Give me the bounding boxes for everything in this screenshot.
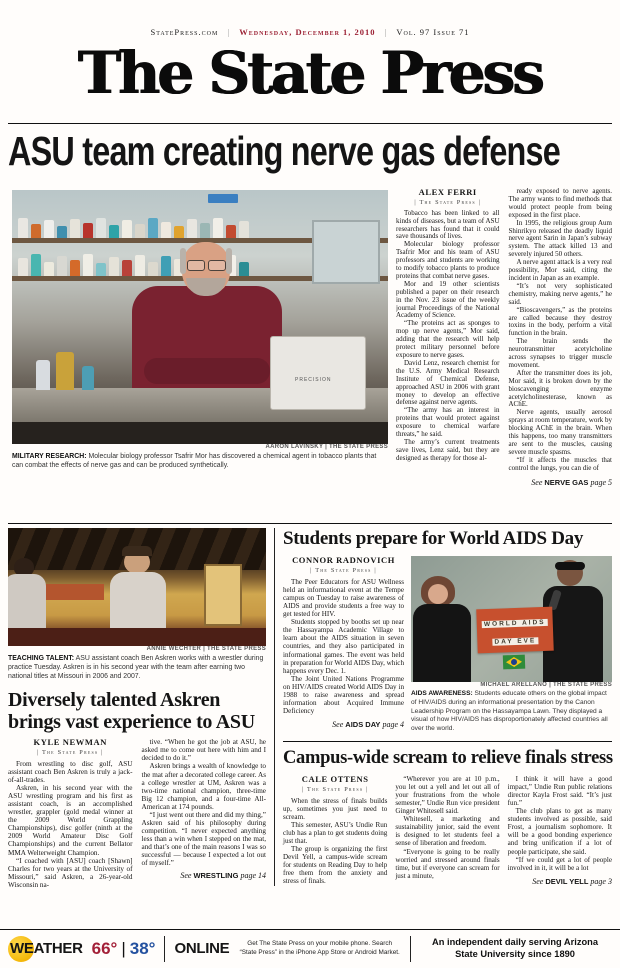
paragraph: Askren, in his second year with the ASU wrestling program and his first as assistant coach, is an accomplished wrestler, grappler (gold medal winner at the 2009 World Grappling Championships), disc golfer (ninth at the 2009 World Amateur Disc Golf Championships) and the current Bellator MMA Welterweight Champion. [8, 784, 133, 857]
author-name: CALE OTTENS [301, 773, 369, 784]
masthead-rule [8, 123, 612, 124]
right-column-sections [274, 528, 612, 886]
paragraph: “It’s not very sophisticated chemistry, making nerve agents,” he said. [508, 281, 612, 306]
online-promo-text[interactable]: Get The State Press on your mobile phone. Search “State Press” in the iPhone App Store or Android Market. [239, 939, 400, 956]
coach-hair [122, 546, 152, 556]
paragraph: The Peer Educators for ASU Wellness held an informational event at the Tempe campus on Tuesday to raise awareness of AIDS and provide students a free way to get tested for HIV. [283, 577, 404, 619]
lead-story-col1 [396, 188, 500, 487]
paragraph: The army’s current treatments save lives, Lenz said, but they are designed as therapy for those al- [396, 437, 500, 462]
student-left-shirt [413, 604, 471, 682]
aids-photo-caption [411, 690, 612, 734]
paragraph: Students stopped by booths set up near the Hassayampa Academic Village to learn about the AIDS situation in seven countries, and they also participated in informational games. The event was held in preparation for World AIDS Day, which happens every Dec. 1. [283, 618, 404, 675]
bench-bottle [36, 360, 50, 390]
volume-issue: Vol. 97 Issue 71 [396, 27, 470, 37]
bench-bottle [82, 366, 94, 390]
paragraph: The group is organizing the first Devil Yell, a campus-wide scream for students on Reading Day to help free them from the anxiety and stress of finals. [283, 845, 388, 886]
scream-headline: Campus-wide scream to relieve finals stress [283, 747, 613, 768]
askren-byline [8, 738, 133, 756]
paragraph: WORLD AIDS [483, 618, 546, 629]
scream-col1 [283, 775, 387, 886]
lead-story-col2 [509, 188, 613, 487]
temperature-readout [92, 939, 156, 959]
story-paragraphs [395, 775, 499, 880]
paragraph: tive. “When he got the job at ASU, he asked me to come out here with him and I decided to do it.” [141, 738, 266, 763]
story-paragraphs [509, 188, 613, 473]
jump-line-wrestling[interactable]: See WRESTLING page 14 [180, 871, 266, 881]
askren-col2 [142, 738, 267, 889]
aids-photo [411, 556, 612, 682]
paragraph: The club plans to get as many students involved as possible, said Frost, a journalism sophomore. It will be a good bonding experience and bring unification if a lot of people participate, she said. [507, 807, 612, 856]
paragraph: From wrestling to disc golf, ASU assistant coach Ben Askren is truly a jack-of-all-trades. [8, 759, 133, 784]
caption-label: TEACHING TALENT: [8, 655, 75, 662]
bench-bottle [56, 352, 74, 390]
lab-photo [12, 190, 388, 444]
paragraph: When the stress of finals builds up, sometimes you just need to scream. [283, 796, 388, 821]
lead-photo-caption [12, 452, 388, 470]
paper-tagline: An independent daily serving Arizona State University since 1890 [432, 936, 599, 959]
footer-bar [0, 929, 620, 967]
paragraph: “The army has an interest in proteins that would protect against exposure to chemical warfare threats,” he said. [396, 406, 500, 439]
machine-label: PRECISION [295, 377, 332, 383]
paragraph: Whitesell, a marketing and sustainability junior, said the event is designed to let students feel a sense of liberation and freedom. [395, 815, 500, 848]
temp-divider: | [121, 938, 126, 958]
caption-text: Students educate others on the global impact of HIV/AIDS during an informational presentation by the Canon Leadership Program on the Hassayampa Lawn. They displayed a visual of how HIV/AIDS has disproportionately affected countries all over the world. [411, 690, 608, 733]
brazil-flag [503, 655, 525, 670]
paragraph: Molecular biology professor Tsafrir Mor and his team of ASU professors and students are working to modify tobacco plants to produce proteins that combat nerve gases. [396, 240, 500, 280]
aids-byline [283, 556, 404, 574]
story-paragraphs [8, 760, 133, 889]
paragraph: The brain sends the neurotransmitter acetylcholine across synapses to trigger muscle movement. [508, 337, 612, 369]
paragraph: “Bioscavengers,” as the proteins are called because they destroy toxins in the body, perform a vital function in the brain. [508, 305, 612, 338]
student-right-headband [555, 562, 585, 570]
lead-photo-block [12, 190, 388, 470]
wrestling-photo-caption [8, 654, 266, 682]
student-left-face [428, 584, 448, 604]
press-tag: | The State Press | [310, 566, 377, 574]
press-tag: | The State Press | [36, 748, 104, 756]
press-tag: | The State Press | [414, 198, 482, 206]
issue-date: Wednesday, December 1, 2010 [239, 27, 376, 37]
aids-headline: Students prepare for World AIDS Day [283, 528, 584, 549]
world-aids-day-board [476, 607, 553, 654]
aids-story-text [283, 556, 404, 734]
scream-byline [283, 775, 387, 793]
press-tag: | The State Press | [301, 785, 369, 793]
gym-doorway [204, 564, 242, 626]
footer-divider [164, 936, 165, 962]
aids-photo-credit: MICHAEL ARELLANO | THE STATE PRESS [480, 682, 612, 688]
paragraph: Nerve agents, usually aerosol sprays at room temperature, work by blocking AChE in the brain. When this happens, too many transmitters are sent to the muscles, causing severe muscle spasms. [508, 408, 612, 456]
jump-line-nerve-gas[interactable]: See NERVE GAS page 5 [531, 477, 612, 487]
author-name: CONNOR RADNOVICH [292, 555, 395, 565]
paragraph: This semester, ASU’s Undie Run club has a plan to get students doing just that. [283, 820, 388, 846]
paragraph: In 1995, the religious group Aum Shinrikyo released the deadly liquid nerve agent Sarin in Japan’s subway system. The attack killed 13 and severely injured 50 others. [508, 218, 612, 259]
site-url[interactable]: StatePress.com [150, 27, 219, 37]
online-label: ONLINE [174, 940, 230, 957]
scream-col3 [508, 775, 612, 886]
section-divider [283, 741, 612, 742]
caption-text: Molecular biology professor Tsafrir Mor has discovered a chemical agent in tobacco plants that can combat the effects of nerve gas and can be produced synthetically. [12, 453, 377, 470]
professor-hair-right [226, 248, 232, 274]
paragraph: Tobacco has been linked to all kinds of diseases, but a team of ASU researchers has found that it could save thousands of lives. [396, 208, 500, 241]
temp-low: 38° [129, 938, 156, 958]
paragraph: Askren brings a wealth of knowledge to the mat after a decorated college career. As a college wrestler at UM, Askren was a two-time national champion, three-time Big 12 champion, and a four-time All-American at 174 pounds. [141, 762, 266, 811]
story-paragraphs [396, 210, 500, 463]
topbar-separator: | [384, 27, 388, 37]
author-name: KYLE NEWMAN [33, 737, 107, 748]
lead-byline [396, 188, 500, 206]
paragraph: “If we could get a lot of people involved in it, it will be a lot [507, 855, 612, 872]
story-paragraphs [283, 797, 387, 886]
story-paragraphs [142, 738, 267, 867]
fume-hood-glass [312, 220, 380, 284]
lead-story-text [396, 188, 612, 522]
topbar-separator: | [227, 27, 231, 37]
paragraph: ready exposed to nerve agents. The army wants to find methods that would protect people from being exposed in the first place. [508, 188, 612, 219]
paragraph: Mor and 19 other scientists published a paper on their research in the Nov. 23 issue of the weekly journal Proceedings of the National Academy of Science. [396, 279, 500, 320]
lead-photo-credit: AARON LAVINSKY | THE STATE PRESS [265, 444, 388, 450]
temp-high: 66° [91, 938, 118, 958]
paragraph: “Wherever you are at 10 p.m., you let out a yell and let out all of your frustrations from the whole semester,” Undie Run vice president Ginger Whitesell said. [395, 774, 500, 816]
caption-label: MILITARY RESEARCH: [12, 453, 87, 460]
precision-scale [270, 336, 366, 410]
paragraph: After the transmitter does its job, Mor said, it is broken down by the bioscavenging enzyme acetylcholinesterase, known as AChE. [508, 368, 612, 409]
paragraph: I think it will have a good impact,” Undie Run public relations director Kayla Frost said. “It’s just fun.” [507, 774, 612, 808]
wrestling-photo-credit: ANNIE WECHTER | THE STATE PRESS [146, 646, 266, 652]
glasses-left-lens [187, 260, 205, 271]
section-divider [8, 523, 612, 524]
paragraph: “If it affects the muscles that control the lungs, you can die of [508, 455, 612, 472]
paragraph: DAY EVE [494, 637, 537, 646]
askren-headline: Diversely talented Askren brings vast experience to ASU [8, 688, 255, 733]
paragraph: “Everyone is going to be really worried and stressed around finals time, but if everyone can scream for just a minute, [395, 847, 500, 880]
story-paragraphs [283, 578, 404, 715]
weather-widget [10, 940, 83, 957]
paragraph: The Joint United Nations Programme on HIV/AIDS created World AIDS Day in 1988 to raise awareness and spread information about Acquired Immune Deficiency [283, 674, 404, 716]
mat-foreground [8, 628, 266, 646]
masthead-title: The State Press [78, 39, 542, 107]
footer-divider [410, 936, 411, 962]
jump-line-aids-day[interactable]: See AIDS DAY page 4 [332, 720, 404, 730]
aids-photo-block [411, 556, 612, 734]
wrestling-section [8, 528, 266, 889]
brazil-flag-holder [477, 651, 552, 673]
professor-crossed-arms [144, 358, 270, 384]
jump-line-devil-yell[interactable]: See DEVIL YELL page 3 [532, 876, 612, 886]
caption-label: AIDS AWARENESS: [411, 690, 473, 697]
professor-shirt [132, 286, 282, 404]
scream-col2 [395, 775, 499, 886]
photo-foreground [12, 422, 388, 444]
paragraph: A nerve agent attack is a very real possibility, Mor said, citing the incident in Japan as an example. [508, 258, 612, 282]
lead-headline: ASU team creating nerve gas defense [8, 128, 561, 174]
paragraph: David Lenz, research chemist for the U.S. Army Medical Research Institute of Chemical Defense, approached ASU in 2006 with grant money to develop an effective defense against nerve agents. [396, 358, 500, 407]
caption-text: ASU assistant coach Ben Askren works with a wrestler during practice Tuesday. Askren is in his second year with the team after earning two national titles at Missouri in 2006 and 2007. [8, 655, 264, 681]
author-name: ALEX FERRI [418, 188, 477, 197]
story-paragraphs [508, 775, 612, 872]
professor-hair-left [180, 248, 186, 274]
paragraph: “I just went out there and did my thing,” Askren said of his philosophy during competition. “I never expected anything less than a win when I stepped on the mat, and that’s one of the main reasons I was so successful — because I expected a lot out of myself.” [141, 810, 266, 868]
weather-label: WEATHER [10, 940, 83, 957]
askren-col1 [8, 738, 133, 889]
paragraph: “I coached with [ASU] coach [Shawn] Charles for two years at the University of Missouri,” said Askren, a 26-year-old Wisconsin na- [8, 856, 133, 889]
blue-tape [208, 194, 238, 203]
paragraph: “The proteins act as sponges to mop up nerve agents,” Mor said, adding that the research will help protect military personnel before exposure to nerve gases. [396, 319, 500, 360]
glasses-right-lens [208, 260, 226, 271]
wrestling-photo [8, 528, 266, 646]
